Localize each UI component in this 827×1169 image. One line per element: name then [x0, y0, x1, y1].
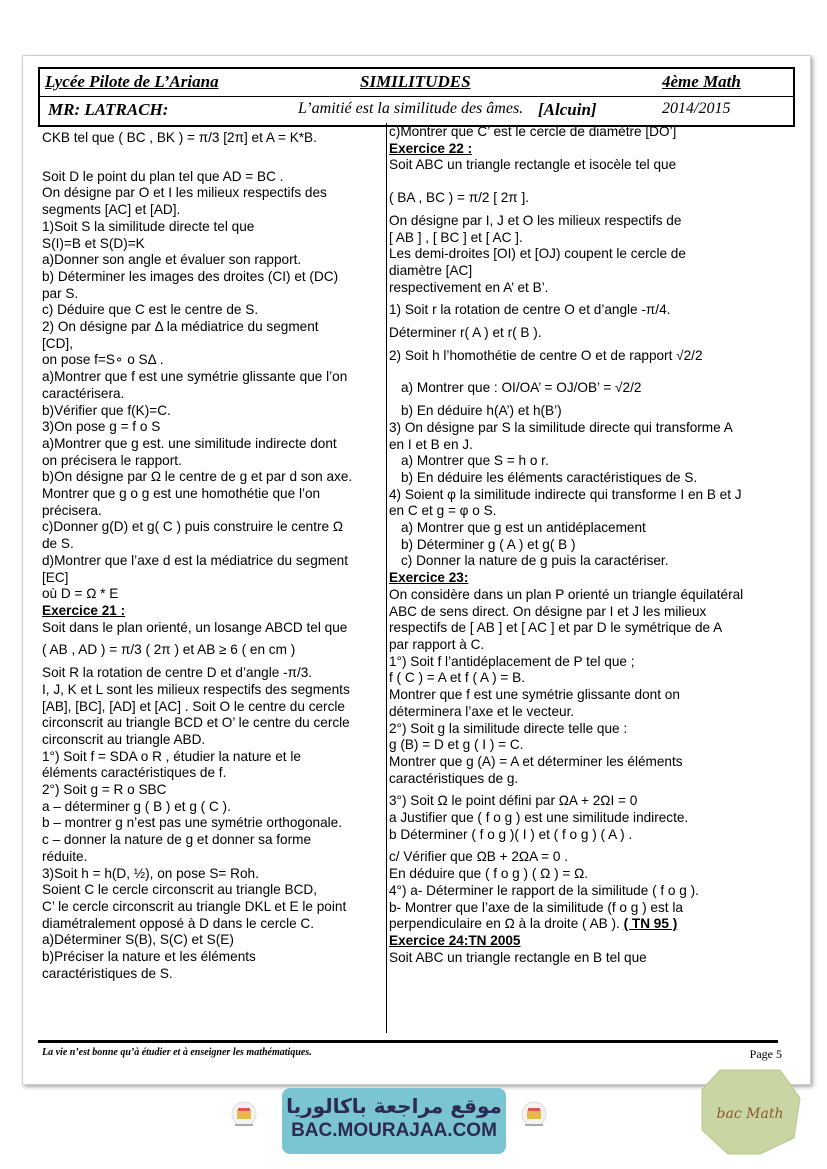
logo-text: bac Math	[716, 1106, 784, 1122]
text-line: 1) Soit r la rotation de centre O et d’angle -π/4.	[389, 302, 671, 318]
text-line: Montrer que f est une symétrie glissante dont on	[389, 687, 680, 703]
text-line: Soit ABC un triangle rectangle en B tel que	[389, 949, 647, 965]
book-badge-icon	[230, 1100, 258, 1134]
text-line: où D = Ω * E	[42, 586, 119, 602]
text-line: Les demi-droites [OI) et [OJ) coupent le cercle de	[389, 246, 686, 262]
text-line: [EC]	[42, 569, 69, 585]
text-line: b)On désigne par Ω le centre de g et par d son axe.	[42, 469, 353, 485]
banner-site-url[interactable]: BAC.MOURAJAA.COM	[291, 1120, 497, 1141]
text-line: a) Montrer que : OI/OA’ = OJ/OB’ = √2/2	[401, 380, 642, 396]
footer-motto: La vie n’est bonne qu’à étudier et à enseigner les mathématiques.	[42, 1047, 312, 1058]
text-line: on pose f=S∘ o SΔ .	[42, 352, 164, 368]
text-line: Déterminer r( A ) et r( B ).	[389, 325, 542, 341]
text-line: 4°) a- Déterminer le rapport de la similitude ( f o g ).	[389, 882, 699, 898]
text-line: 1)Soit S la similitude directe tel que	[42, 218, 255, 234]
text-line: en C et g = φ o S.	[389, 503, 497, 519]
text-line: Montrer que g o g est une homothétie que l’on	[42, 486, 321, 502]
tn95-reference: ( TN 95 )	[623, 916, 678, 932]
text-line: en I et B en J.	[389, 436, 473, 452]
text-line: b)Préciser la nature et les éléments	[42, 949, 256, 965]
text-line: En déduire que ( f o g ) ( Ω ) = Ω.	[389, 866, 589, 882]
text-line: a – déterminer g ( B ) et g ( C ).	[42, 798, 231, 814]
book-badge-icon	[520, 1100, 548, 1134]
text-line: d)Montrer que l’axe d est la médiatrice du segment	[42, 552, 349, 568]
text-line: réduite.	[42, 848, 88, 864]
text-line: b) En déduire h(A’) et h(B’)	[401, 403, 562, 419]
text-line: 2) Soit h l’homothétie de centre O et de rapport √2/2	[389, 347, 703, 363]
header-row-2	[40, 97, 793, 124]
text-line: par rapport à C.	[389, 636, 485, 652]
banner-arabic-title: موقع مراجعة باكالوريا	[286, 1094, 502, 1118]
text-line: ( AB , AD ) = π/3 ( 2π ) et AB ≥ 6 ( en cm )	[42, 642, 296, 658]
site-banner[interactable]	[282, 1088, 506, 1154]
text-line: S(I)=B et S(D)=K	[42, 235, 145, 251]
text-line: C’ le cercle circonscrit au triangle DKL et E le point	[42, 898, 347, 914]
text-line: respectifs de [ AB ] et [ AC ] et par D le symétrique de A	[389, 620, 723, 636]
text-line: 4) Soient φ la similitude indirecte qui transforme I en B et J	[389, 486, 742, 502]
text-line: Soit ABC un triangle rectangle et isocèle tel que	[389, 157, 677, 173]
text-line	[389, 916, 784, 933]
text-line: On considère dans un plan P orienté un triangle équilatéral	[389, 586, 744, 602]
text-line: [CD],	[42, 335, 73, 351]
text-line: b) En déduire les éléments caractéristiques de S.	[401, 469, 698, 485]
exercise-22-heading: Exercice 22 :	[389, 140, 473, 156]
text-line: Montrer que g (A) = A et déterminer les éléments	[389, 753, 683, 769]
text-line: déterminera l’axe et le vecteur.	[389, 703, 575, 719]
header-row-1	[40, 69, 793, 97]
exercise-24-heading: Exercice 24:TN 2005	[389, 932, 521, 948]
text-line-part: perpendiculaire en Ω à la droite ( AB ).	[389, 916, 620, 932]
text-line: c) Déduire que C est le centre de S.	[42, 302, 259, 318]
exercise-23-heading: Exercice 23:	[389, 570, 469, 586]
text-line: b) Déterminer g ( A ) et g( B )	[401, 536, 576, 552]
text-line: c)Montrer que C’ est le cercle de diamètre [DO’]	[389, 124, 677, 139]
school-year: 2014/2015	[662, 100, 731, 117]
text-line: caractérisera.	[42, 385, 125, 401]
text-line: a) Montrer que S = h o r.	[401, 453, 549, 469]
text-line: c) Donner la nature de g puis la caractériser.	[401, 553, 669, 569]
text-line: 3)Soit h = h(D, ½), on pose S= Roh.	[42, 865, 259, 881]
page-footer	[38, 1040, 782, 1061]
text-line: a Justifier que ( f o g ) est une similitude indirecte.	[389, 810, 689, 826]
quote-author: [Alcuin]	[538, 100, 597, 119]
text-line: b)Vérifier que f(K)=C.	[42, 402, 171, 418]
text-line: par S.	[42, 285, 79, 301]
text-line: [AB], [BC], [AD] et [AC] . Soit O le centre du cercle	[42, 698, 345, 714]
text-line: 3°) Soit Ω le point défini par ΩA + 2ΩI = 0	[389, 793, 638, 809]
page-number: Page 5	[749, 1047, 782, 1061]
text-line: respectivement en A’ et B’.	[389, 279, 549, 295]
quote: L’amitié est la similitude des âmes.	[298, 100, 524, 117]
text-line: 2) On désigne par Δ la médiatrice du segment	[42, 319, 319, 335]
text-line: caractéristiques de S.	[42, 965, 173, 981]
text-line: Soit D le point du plan tel que AD = BC .	[42, 168, 284, 184]
text-line: b- Montrer que l’axe de la similitude (f o g ) est la	[389, 899, 683, 915]
text-line: a)Montrer que f est une symétrie glissante que l’on	[42, 369, 348, 385]
text-line: 1°) Soit f l’antidéplacement de P tel que ;	[389, 653, 635, 669]
text-line: a) Montrer que g est un antidéplacement	[401, 520, 646, 536]
text-line: On désigne par I, J et O les milieux respectifs de	[389, 212, 682, 228]
text-line: b Déterminer ( f o g )( I ) et ( f o g ) ( A ) .	[389, 826, 633, 842]
text-line: b – montrer g n’est pas une symétrie orthogonale.	[42, 815, 342, 831]
text-line: c/ Vérifier que ΩB + 2ΩA = 0 .	[389, 849, 569, 865]
text-line: 1°) Soit f = SDA o R , étudier la nature et le	[42, 748, 301, 764]
text-line: caractéristiques de g.	[389, 770, 519, 786]
text-line: b) Déterminer les images des droites (CI) et (DC)	[42, 268, 339, 284]
exercise-21-heading: Exercice 21 :	[42, 602, 126, 618]
text-line: 3) On désigne par S la similitude directe qui transforme A	[389, 419, 733, 435]
school-name: Lycée Pilote de L’Ariana	[45, 72, 219, 91]
bac-math-logo	[698, 1068, 802, 1156]
text-line: Soit R la rotation de centre D et d’angle -π/3.	[42, 665, 313, 681]
text-line: circonscrit au triangle ABD.	[42, 731, 206, 747]
text-line: 2°) Soit g = R o SBC	[42, 782, 167, 798]
text-line: diamètre [AC]	[389, 262, 473, 278]
text-line: Soit dans le plan orienté, un losange ABCD tel que	[42, 619, 348, 635]
left-column	[42, 124, 385, 982]
text-line: g (B) = D et g ( I ) = C.	[389, 737, 524, 753]
text-line: on précisera le rapport.	[42, 452, 182, 468]
right-column	[389, 124, 784, 966]
text-line: On désigne par O et I les milieux respectifs des	[42, 185, 327, 201]
teacher-name: MR: LATRACH:	[48, 100, 169, 119]
text-line: Soient C le cercle circonscrit au triangle BCD,	[42, 882, 318, 898]
text-line: CKB tel que ( BC , BK ) = π/3 [2π] et A = K*B.	[42, 130, 317, 145]
text-line: de S.	[42, 536, 74, 552]
text-line: circonscrit au triangle BCD et O’ le centre du cercle	[42, 715, 350, 731]
text-line: c – donner la nature de g et donner sa forme	[42, 832, 312, 848]
text-line: ABC de sens direct. On désigne par I et J les milieux	[389, 603, 707, 619]
text-line: c)Donner g(D) et g( C ) puis construire le centre Ω	[42, 519, 344, 535]
text-line: 3)On pose g = f o S	[42, 419, 161, 435]
text-line: [ AB ] , [ BC ] et [ AC ].	[389, 229, 523, 245]
text-line: ( BA , BC ) = π/2 [ 2π ].	[389, 190, 530, 206]
column-divider	[386, 123, 387, 1033]
text-line: a)Déterminer S(B), S(C) et S(E)	[42, 932, 234, 948]
class-level: 4ème Math	[662, 72, 741, 91]
text-line: diamétralement opposé à D dans le cercle C.	[42, 915, 315, 931]
topic-title: SIMILITUDES	[360, 72, 471, 91]
text-line: 2°) Soit g la similitude directe telle que :	[389, 720, 628, 736]
text-line: I, J, K et L sont les milieux respectifs des segments	[42, 681, 350, 697]
text-line: segments [AC] et [AD].	[42, 202, 181, 218]
text-line: a)Donner son angle et évaluer son rapport.	[42, 252, 302, 268]
text-line: éléments caractéristiques de f.	[42, 765, 227, 781]
header-box	[38, 67, 795, 127]
text-line: a)Montrer que g est. une similitude indirecte dont	[42, 435, 337, 451]
text-line: f ( C ) = A et f ( A ) = B.	[389, 670, 525, 686]
text-line: précisera.	[42, 502, 102, 518]
